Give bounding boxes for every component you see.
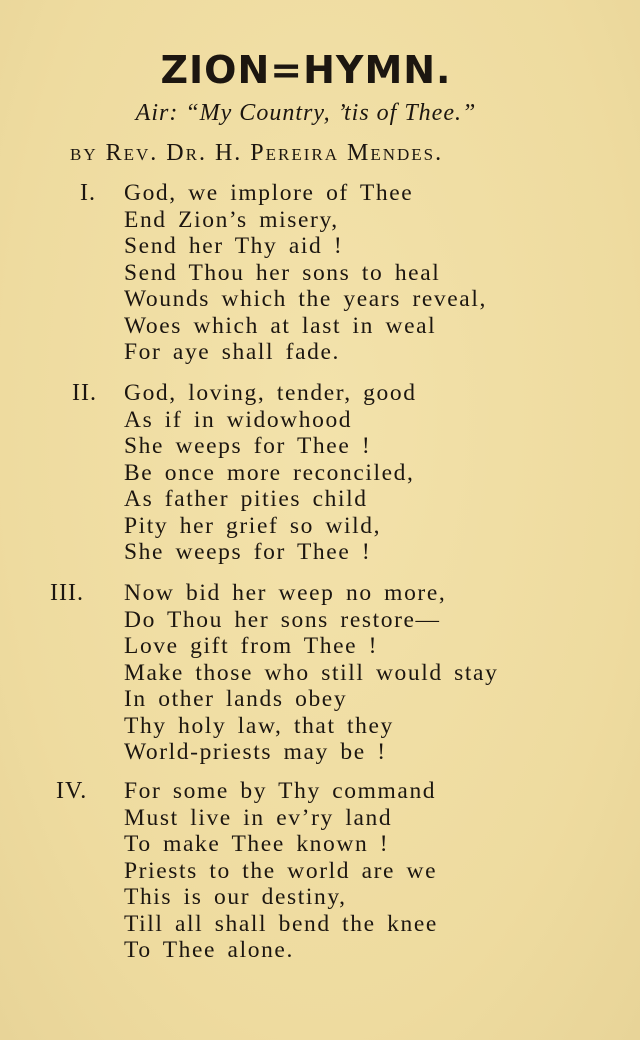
verse-line: For aye shall fade. [124,339,340,365]
verse-line: Thy holy law, that they [124,712,394,739]
verse-line: Now bid her weep no more, [124,580,447,606]
verse-lines [124,580,498,766]
verse-line: Priests to the world are we [124,857,438,884]
hymn-title: ZION=HYMN. [160,48,452,92]
verse-line: For some by Thy command [124,778,437,804]
verse-line: Make those who still would stay [124,659,499,686]
verse-line: Love gift from Thee ! [124,633,379,659]
hymn-byline: by Rev. Dr. H. Pereira Mendes. [70,140,444,166]
verse-line: Must live in ev’ry land [124,804,393,831]
verse-numeral: II. [72,380,97,406]
verse-line: Send Thou her sons to heal [124,259,441,286]
verse-lines [124,778,438,964]
verse-numeral: I. [80,180,96,206]
verse-line: To make Thee known ! [124,831,390,857]
verse-line: God, loving, tender, good [124,380,417,406]
verse-line: Woes which at last in weal [124,312,437,339]
verse-line: To Thee alone. [124,937,294,963]
verse-line: Do Thou her sons restore— [124,606,441,633]
verse-line: As if in widowhood [124,406,353,433]
verse-line: She weeps for Thee ! [124,433,372,459]
verse-line: In other lands obey [124,686,348,712]
verse-numeral: III. [50,580,84,606]
verse-line: World-priests may be ! [124,739,387,765]
verse-line: She weeps for Thee ! [124,539,372,565]
verse-line: God, we implore of Thee [124,180,414,206]
verse-line: As father pities child [124,486,368,512]
hymn-air: Air: “My Country, ’tis of Thee.” [135,100,477,126]
verse-lines [124,180,487,366]
verse-line: End Zion’s misery, [124,206,339,233]
verse-line: Send her Thy aid ! [124,233,344,259]
verse-line: Till all shall bend the knee [124,910,438,937]
verse-lines [124,380,417,566]
verse-line: This is our destiny, [124,884,347,910]
verse-line: Pity her grief so wild, [124,512,382,539]
verse-line: Wounds which the years reveal, [124,286,487,312]
verse-numeral: IV. [56,778,88,804]
verse-line: Be once more reconciled, [124,459,415,486]
